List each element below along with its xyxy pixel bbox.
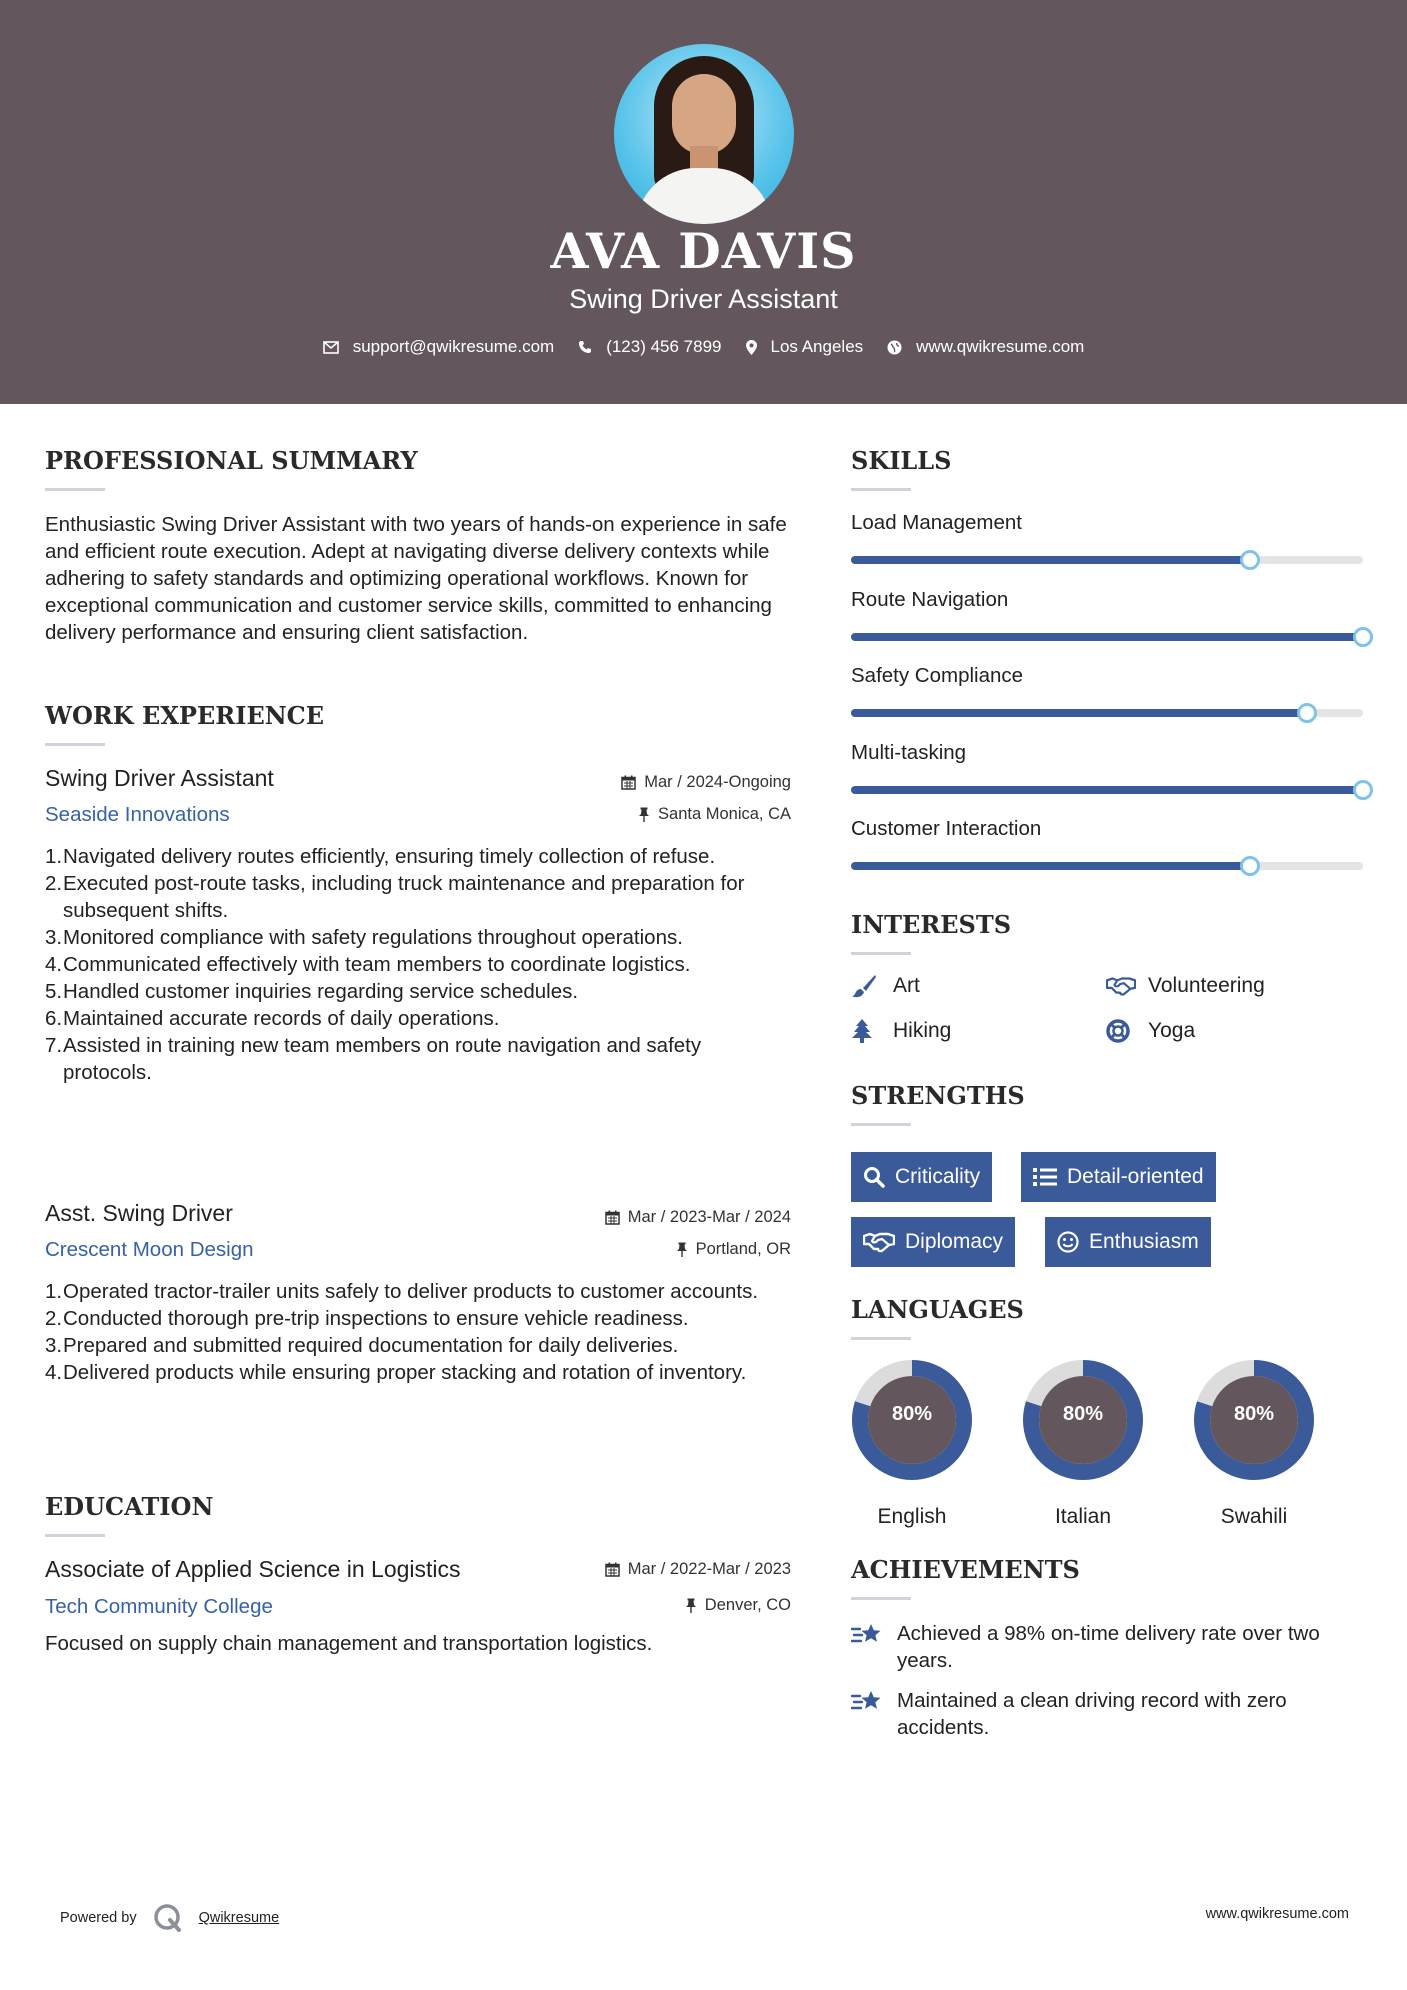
strengths-divider	[851, 1123, 911, 1126]
education-divider	[45, 1534, 105, 1537]
job-location-text: Portland, OR	[695, 1240, 791, 1258]
job-title: Swing Driver Assistant	[45, 765, 274, 791]
contact-email[interactable]	[323, 337, 555, 357]
interest-label: Yoga	[1148, 1019, 1196, 1042]
list-item: 4. Communicated effectively with team members to coordinate logistics.	[45, 953, 691, 976]
handshake-icon	[1106, 974, 1136, 998]
calendar-icon	[605, 1210, 620, 1225]
skill-label: Load Management	[851, 511, 1022, 534]
achievement-text: Maintained a clean driving record with zero accidents.	[897, 1689, 1287, 1739]
contact-website[interactable]	[887, 337, 1084, 357]
interests-divider	[851, 952, 911, 955]
powered-by-label: Powered by	[60, 1910, 137, 1926]
strength-chip	[1021, 1152, 1216, 1202]
skill-bar	[851, 556, 1363, 564]
list-item: 3. Prepared and submitted required documentation for daily deliveries.	[45, 1334, 679, 1357]
skill-bar-fill	[851, 633, 1363, 641]
job-location	[638, 805, 791, 824]
envelope-icon	[323, 341, 339, 354]
languages-heading: LANGUAGES	[851, 1295, 1024, 1324]
strength-chip	[1045, 1217, 1211, 1267]
list-item: 1. Operated tractor-trailer units safely to deliver products to customer accounts.	[45, 1280, 759, 1303]
experience-heading: WORK EXPERIENCE	[45, 701, 325, 730]
experience-divider	[45, 743, 105, 746]
job-dates	[621, 773, 791, 792]
interest-label: Volunteering	[1148, 974, 1265, 997]
lifebuoy-icon	[1106, 1019, 1136, 1043]
qwikresume-link[interactable]: Qwikresume	[198, 1910, 280, 1926]
job-dates-text: Mar / 2024-Ongoing	[644, 773, 791, 791]
job-location-text: Santa Monica, CA	[658, 805, 791, 823]
candidate-role: Swing Driver Assistant	[569, 284, 838, 314]
languages-divider	[851, 1337, 911, 1340]
duty-list	[45, 1278, 795, 1386]
profile-photo	[614, 44, 794, 224]
candidate-name: AVA DAVIS	[550, 222, 857, 280]
summary-divider	[45, 488, 105, 491]
language-name: English	[877, 1505, 947, 1528]
skill-bar-fill	[851, 786, 1363, 794]
contact-email-text: support@qwikresume.com	[352, 337, 555, 356]
skill-bar-fill	[851, 709, 1307, 717]
achievements-divider	[851, 1597, 911, 1600]
skill-bar	[851, 709, 1363, 717]
language-name: Swahili	[1220, 1505, 1288, 1528]
contact-phone[interactable]	[578, 337, 721, 357]
language-item	[851, 1359, 973, 1528]
shooting-star-icon	[851, 1620, 883, 1652]
resume-header	[0, 0, 1407, 404]
skill-slider-knob	[1353, 627, 1373, 647]
contact-phone-text: (123) 456 7899	[606, 337, 722, 356]
skill-slider-knob	[1240, 856, 1260, 876]
list-item: 7. Assisted in training new team members on route navigation and safety protocols.	[45, 1034, 702, 1084]
skills-heading: SKILLS	[851, 446, 952, 475]
calendar-icon	[605, 1562, 620, 1577]
footer-branding	[60, 1903, 279, 1933]
interest-yoga	[1106, 1019, 1195, 1043]
achievement-item	[851, 1687, 1371, 1741]
contact-bar	[0, 337, 1407, 357]
interest-label: Art	[893, 974, 920, 997]
job-dates-text: Mar / 2023-Mar / 2024	[627, 1208, 791, 1226]
skill-slider-knob	[1240, 550, 1260, 570]
handshake-icon	[863, 1231, 895, 1253]
duty-list	[45, 843, 790, 1086]
language-name: Italian	[1054, 1505, 1112, 1528]
interest-hiking	[851, 1019, 951, 1043]
skills-divider	[851, 488, 911, 491]
company-name[interactable]: Seaside Innovations	[45, 803, 230, 826]
strength-label: Criticality	[895, 1165, 981, 1188]
list-item: 3. Monitored compliance with safety regulations throughout operations.	[45, 926, 683, 949]
skill-label: Multi-tasking	[851, 740, 967, 764]
skill-label: Customer Interaction	[851, 817, 1042, 840]
skill-label: Route Navigation	[851, 587, 1009, 611]
skill-bar	[851, 633, 1363, 641]
job-location	[676, 1240, 791, 1259]
phone-icon	[578, 340, 592, 354]
strength-label: Detail-oriented	[1067, 1165, 1204, 1188]
pushpin-icon	[685, 1598, 697, 1613]
company-name[interactable]: Crescent Moon Design	[45, 1238, 254, 1261]
language-item	[1022, 1359, 1144, 1528]
interest-art	[851, 974, 920, 998]
paintbrush-icon	[851, 974, 881, 998]
contact-location-text: Los Angeles	[770, 337, 864, 356]
skill-label: Safety Compliance	[851, 664, 1024, 687]
tree-icon	[851, 1019, 881, 1043]
smile-icon	[1057, 1231, 1079, 1253]
strength-label: Enthusiasm	[1089, 1230, 1199, 1253]
skill-bar	[851, 862, 1363, 870]
job-dates	[605, 1208, 791, 1227]
list-icon	[1033, 1167, 1057, 1187]
footer-website-link[interactable]: www.qwikresume.com	[1205, 1906, 1349, 1922]
language-percent: 80%	[1062, 1403, 1104, 1425]
skill-bar-fill	[851, 862, 1250, 870]
list-item: 5. Handled customer inquiries regarding service schedules.	[45, 980, 579, 1003]
map-pin-icon	[746, 340, 757, 355]
strength-label: Diplomacy	[905, 1230, 1004, 1253]
list-item: 1. Navigated delivery routes efficiently, ensuring timely collection of refuse.	[45, 845, 716, 868]
strength-chip	[851, 1152, 992, 1202]
summary-heading: PROFESSIONAL SUMMARY	[45, 446, 418, 475]
achievement-item	[851, 1620, 1371, 1674]
list-item: 6. Maintained accurate records of daily operations.	[45, 1007, 500, 1030]
skill-bar-fill	[851, 556, 1250, 564]
school-name[interactable]: Tech Community College	[45, 1595, 273, 1618]
education-location	[685, 1596, 791, 1615]
skill-bar	[851, 786, 1363, 794]
list-item: 4. Delivered products while ensuring proper stacking and rotation of inventory.	[45, 1361, 747, 1384]
summary-text: Enthusiastic Swing Driver Assistant with two years of hands-on experience in safe and efficient route execution. Adept at navigating diverse delivery contexts while adhering to safety standards and optimizing operational workflows. Known for exceptional communication and customer service skills, committed to enhancing delivery performance and ensuring client satisfaction.	[45, 513, 787, 644]
contact-website-text: www.qwikresume.com	[916, 337, 1085, 356]
interests-heading: INTERESTS	[851, 910, 1012, 939]
contact-location	[746, 337, 864, 357]
education-dates-text: Mar / 2022-Mar / 2023	[627, 1560, 791, 1578]
language-percent: 80%	[1233, 1403, 1275, 1425]
shooting-star-icon	[851, 1687, 883, 1719]
interest-label: Hiking	[893, 1019, 952, 1042]
achievements-heading: ACHIEVEMENTS	[851, 1555, 1080, 1584]
job-title: Asst. Swing Driver	[45, 1200, 233, 1226]
language-percent: 80%	[891, 1403, 933, 1425]
strengths-heading: STRENGTHS	[851, 1081, 1025, 1110]
skill-slider-knob	[1297, 703, 1317, 723]
education-dates	[605, 1560, 791, 1579]
language-item	[1193, 1359, 1315, 1528]
list-item: 2. Conducted thorough pre-trip inspections to ensure vehicle readiness.	[45, 1307, 689, 1330]
skill-slider-knob	[1353, 780, 1373, 800]
education-description: Focused on supply chain management and transportation logistics.	[45, 1632, 653, 1655]
interest-volunteering	[1106, 974, 1265, 998]
list-item: 2. Executed post-route tasks, including truck maintenance and preparation for subsequent shifts.	[45, 872, 745, 922]
qwikresume-logo-icon	[153, 1903, 183, 1933]
strength-chip	[851, 1217, 1015, 1267]
pushpin-icon	[676, 1242, 688, 1257]
globe-icon	[887, 340, 902, 355]
degree-title: Associate of Applied Science in Logistics	[45, 1556, 461, 1582]
calendar-icon	[621, 775, 636, 790]
achievement-text: Achieved a 98% on-time delivery rate over two years.	[897, 1622, 1320, 1672]
education-location-text: Denver, CO	[704, 1596, 791, 1614]
search-icon	[863, 1166, 885, 1188]
pushpin-icon	[638, 807, 650, 822]
education-heading: EDUCATION	[45, 1492, 214, 1521]
